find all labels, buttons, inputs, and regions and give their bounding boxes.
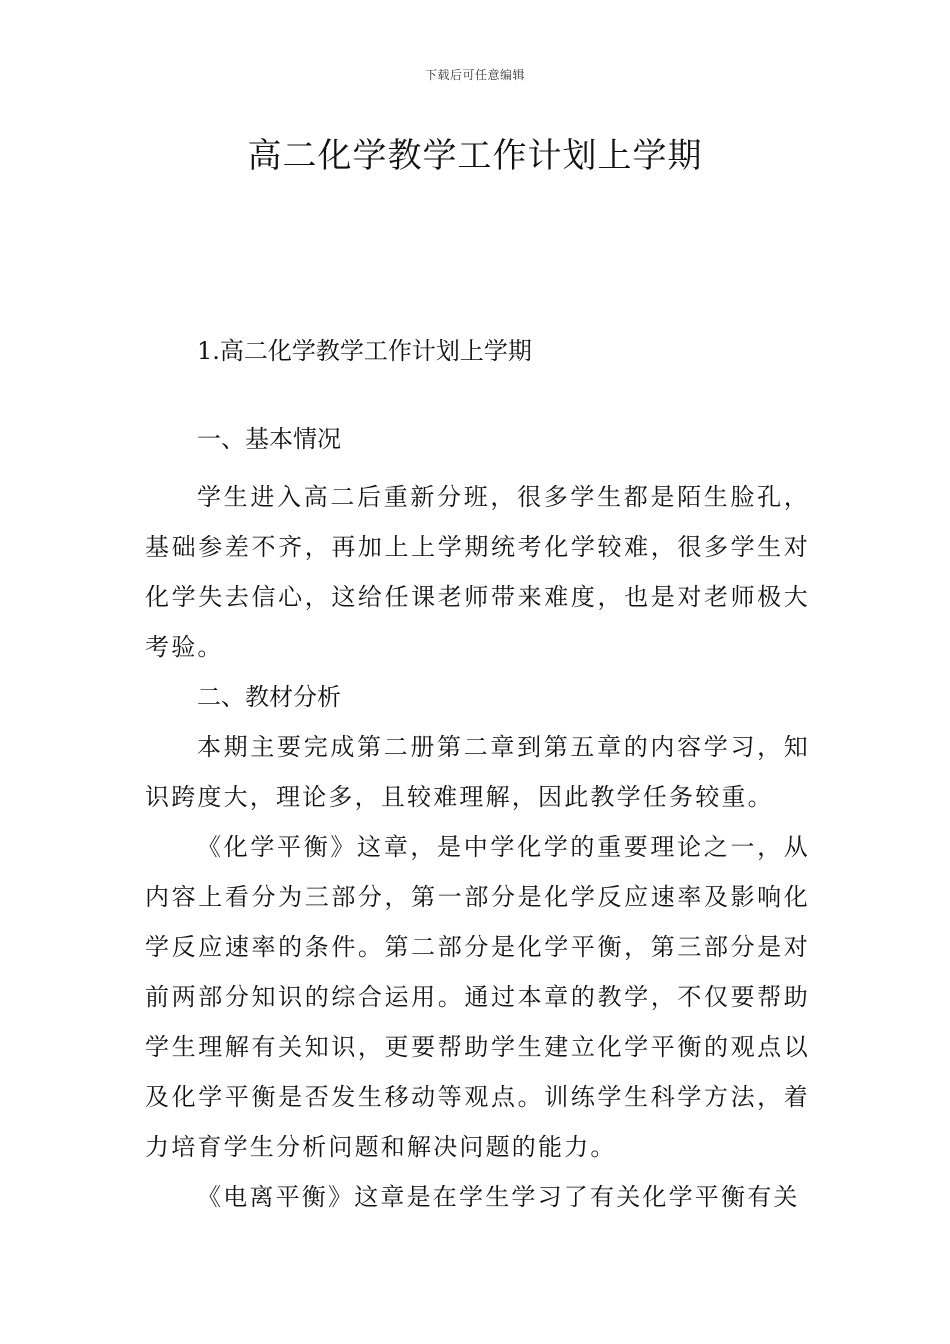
section-heading-textbook-analysis: 二、教材分析 xyxy=(197,683,341,711)
paragraph-ionization-equilibrium: 《电离平衡》这章是在学生学习了有关化学平衡有关 xyxy=(197,1183,800,1211)
paragraph-chemical-equilibrium: 《化学平衡》这章，是中学化学的重要理论之一，从内容上看分为三部分，第一部分是化学反应速率及影响化学反应速率的条件。第二部分是化学平衡，第三部分是对前两部分知识的综合运用。通过本章的教学，不仅要帮助学生理解有关知识，更要帮助学生建立化学平衡的观点以及化学平衡是否发生移动等观点。训练学生科学方法，着力培育学生分析问题和解决问题的能力。 xyxy=(145,833,810,1161)
paragraph-basic-situation: 学生进入高二后重新分班，很多学生都是陌生脸孔，基础参差不齐，再加上上学期统考化学较难，很多学生对化学失去信心，这给任课老师带来难度，也是对老师极大考验。 xyxy=(145,483,810,661)
section-heading-basic-situation: 一、基本情况 xyxy=(197,425,341,453)
document-title: 高二化学教学工作计划上学期 xyxy=(247,136,703,176)
header-note: 下载后可任意编辑 xyxy=(424,68,525,82)
document-subtitle: 1.高二化学教学工作计划上学期 xyxy=(197,337,532,365)
paragraph-textbook-overview: 本期主要完成第二册第二章到第五章的内容学习，知识跨度大，理论多，且较难理解，因此教学任务较重。 xyxy=(145,733,810,811)
document-body xyxy=(145,334,810,1222)
